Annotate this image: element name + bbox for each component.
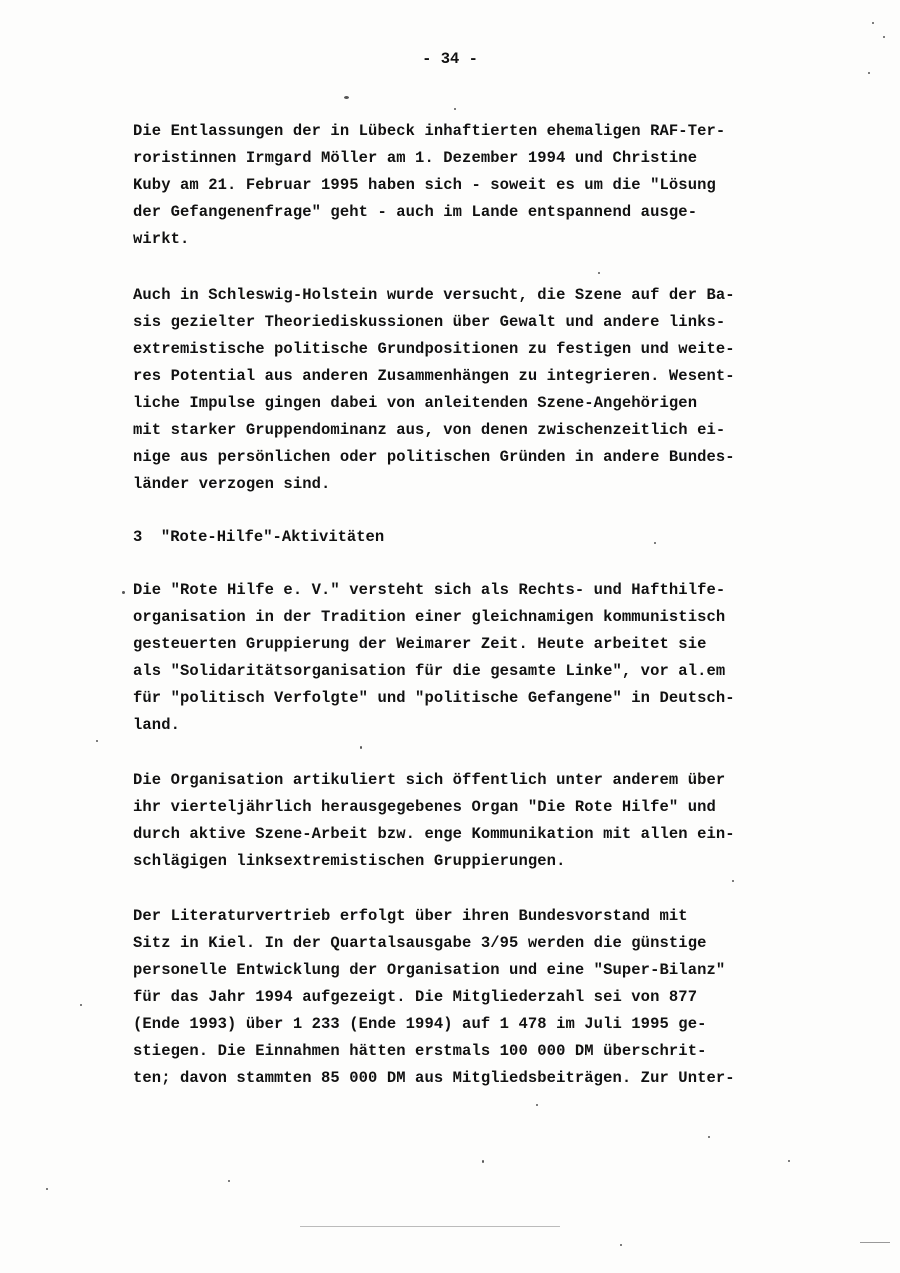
paragraph-2-line: sis gezielter Theoriediskussionen über Gewalt und andere links- <box>133 313 726 331</box>
paragraph-4 <box>133 767 843 875</box>
paragraph-5-line: personelle Entwicklung der Organisation und eine "Super-Bilanz" <box>133 961 726 979</box>
paragraph-4-line: durch aktive Szene-Arbeit bzw. enge Kommunikation mit allen ein- <box>133 825 735 843</box>
paragraph-2-line: länder verzogen sind. <box>133 475 331 493</box>
scan-speck <box>360 746 362 749</box>
paragraph-3 <box>133 577 843 739</box>
scan-speck <box>860 1242 890 1243</box>
paragraph-2-line: mit starker Gruppendominanz aus, von denen zwischenzeitlich ei- <box>133 421 726 439</box>
paragraph-2-line: liche Impulse gingen dabei von anleitenden Szene-Angehörigen <box>133 394 698 412</box>
scan-speck <box>454 108 456 110</box>
scan-speck <box>122 591 125 594</box>
paragraph-1-line: Kuby am 21. Februar 1995 haben sich - soweit es um die "Lösung <box>133 176 716 194</box>
paragraph-5-line: ten; davon stammten 85 000 DM aus Mitgliedsbeiträgen. Zur Unter- <box>133 1069 735 1087</box>
paragraph-2-line: res Potential aus anderen Zusammenhängen zu integrieren. Wesent- <box>133 367 735 385</box>
scan-speck <box>46 1188 48 1190</box>
scan-speck <box>654 542 656 544</box>
paragraph-2-line: extremistische politische Grundpositionen zu festigen und weite- <box>133 340 735 358</box>
paragraph-5-line: (Ende 1993) über 1 233 (Ende 1994) auf 1 478 im Juli 1995 ge- <box>133 1015 707 1033</box>
scan-speck <box>788 1160 790 1162</box>
scan-speck <box>872 22 874 24</box>
scan-speck <box>96 740 98 742</box>
paragraph-5 <box>133 903 843 1092</box>
paragraph-1-line: Die Entlassungen der in Lübeck inhaftierten ehemaligen RAF-Ter- <box>133 122 726 140</box>
scan-speck <box>732 880 734 882</box>
paragraph-3-line: für "politisch Verfolgte" und "politische Gefangene" in Deutsch- <box>133 689 735 707</box>
paragraph-3-line: organisation in der Tradition einer gleichnamigen kommunistisch <box>133 608 726 626</box>
scan-speck <box>228 1180 230 1182</box>
paragraph-1-line: roristinnen Irmgard Möller am 1. Dezember 1994 und Christine <box>133 149 698 167</box>
paragraph-2 <box>133 282 843 498</box>
paragraph-1-line: wirkt. <box>133 230 190 248</box>
scan-speck <box>300 1226 560 1227</box>
scan-speck <box>883 36 885 38</box>
scan-speck <box>598 272 600 274</box>
paragraph-1-line: der Gefangenenfrage" geht - auch im Lande entspannend ausge- <box>133 203 698 221</box>
paragraph-5-line: Der Literaturvertrieb erfolgt über ihren Bundesvorstand mit <box>133 907 688 925</box>
paragraph-5-line: für das Jahr 1994 aufgezeigt. Die Mitgliederzahl sei von 877 <box>133 988 698 1006</box>
paragraph-1 <box>133 118 843 253</box>
paragraph-5-line: Sitz in Kiel. In der Quartalsausgabe 3/95 werden die günstige <box>133 934 707 952</box>
paragraph-4-line: ihr vierteljährlich herausgegebenes Organ "Die Rote Hilfe" und <box>133 798 716 816</box>
section-heading: 3 "Rote-Hilfe"-Aktivitäten <box>133 528 385 546</box>
scan-speck <box>708 1136 710 1138</box>
paragraph-3-line: Die "Rote Hilfe e. V." versteht sich als Rechts- und Hafthilfe- <box>133 581 726 599</box>
scan-speck <box>620 1244 622 1246</box>
paragraph-5-line: stiegen. Die Einnahmen hätten erstmals 100 000 DM überschrit- <box>133 1042 707 1060</box>
scan-speck <box>536 1104 538 1106</box>
paragraph-4-line: Die Organisation artikuliert sich öffentlich unter anderem über <box>133 771 726 789</box>
scan-speck <box>80 1004 82 1006</box>
page-number: - 34 - <box>422 50 478 68</box>
paragraph-4-line: schlägigen linksextremistischen Gruppierungen. <box>133 852 566 870</box>
paragraph-3-line: land. <box>133 716 181 734</box>
paragraph-2-line: Auch in Schleswig-Holstein wurde versucht, die Szene auf der Ba- <box>133 286 735 304</box>
paragraph-3-line: gesteuerten Gruppierung der Weimarer Zeit. Heute arbeitet sie <box>133 635 707 653</box>
paragraph-3-line: als "Solidaritätsorganisation für die gesamte Linke", vor al.em <box>133 662 726 680</box>
scan-speck <box>868 72 870 74</box>
scan-speck <box>344 96 349 99</box>
scan-speck <box>482 1160 484 1163</box>
paragraph-2-line: nige aus persönlichen oder politischen Gründen in andere Bundes- <box>133 448 735 466</box>
